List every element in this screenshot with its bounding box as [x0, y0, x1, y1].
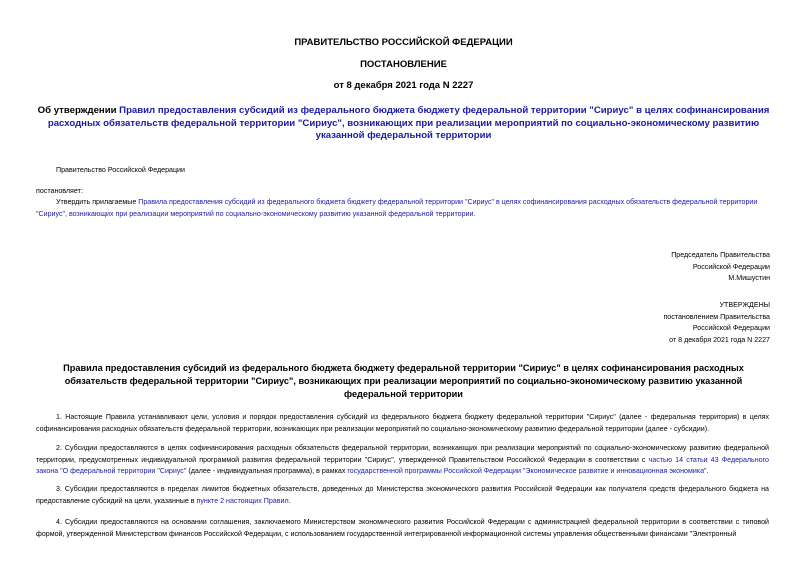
- decides-line: постановляет:: [36, 187, 83, 195]
- approve-suffix: .: [473, 209, 476, 218]
- rules-paragraph-2: [36, 443, 769, 478]
- approval-line-1: УТВЕРЖДЕНЫ: [719, 301, 770, 309]
- document-title: [36, 105, 771, 143]
- p2-text-c: .: [706, 467, 709, 475]
- approval-line-4: от 8 декабря 2021 года N 2227: [669, 335, 770, 344]
- government-header: ПРАВИТЕЛЬСТВО РОССИЙСКОЙ ФЕДЕРАЦИИ: [294, 37, 513, 48]
- approval-line-2: постановлением Правительства: [663, 312, 770, 321]
- title-rules-link[interactable]: Правил предоставления субсидий из федерального бюджета бюджету федеральной территории "Сириус" в целях софинансирования расходных обязательств федеральной территории "Сириус", возникающих при реализации мероприятий по социально-экономическому развитию указанной федеральной территории: [47, 105, 770, 141]
- point-2-link[interactable]: пункте 2 настоящих Правил: [196, 496, 289, 505]
- government-line: Правительство Российской Федерации: [56, 166, 185, 174]
- approval-line-3: Российской Федерации: [692, 324, 770, 332]
- signature-line-1: Председатель Правительства: [671, 251, 770, 259]
- law-article-link[interactable]: частью 14 статьи 43 Федерального закона "О федеральной территории "Сириус": [36, 455, 769, 475]
- approve-prefix: Утвердить прилагаемые: [56, 198, 139, 206]
- state-program-link[interactable]: государственной программы Российской Федерации "Экономическое развитие и инновационная экономика": [347, 467, 707, 475]
- document-type: ПОСТАНОВЛЕНИЕ: [360, 59, 447, 70]
- p3-text-b: .: [288, 496, 291, 505]
- approve-rules-link[interactable]: Правила предоставления субсидий из федерального бюджета бюджету федеральной территории "Сириус" в целях софинансирования расходных обязательств федеральной территории "Сириус", возникающих при реализации мероприятий по социально-экономическому развитию указанной федеральной территории: [36, 198, 758, 218]
- rules-title: Правила предоставления субсидий из федерального бюджета бюджету федеральной территории "Сириус" в целях софинансирования расходных обязательств федеральной территории "Сириус", возникающих при реализации мероприятий по социально-экономическому развитию указанной федеральной территории: [63, 363, 744, 399]
- approve-paragraph: [36, 197, 771, 220]
- signature-line-2: Российской Федерации: [692, 262, 770, 271]
- title-prefix: Об утверждении: [37, 105, 120, 116]
- p3-text-a: 3. Субсидии предоставляются в пределах лимитов бюджетных обязательств, доведенных до Министерства экономического развития Российской Федерации как получателя средств федерального бюджета на предоставление субсидий на цели, указанные в: [36, 485, 769, 505]
- p2-text-b: (далее - индивидуальная программа), в рамках: [186, 467, 348, 475]
- p2-text-a: 2. Субсидии предоставляются в целях софинансирования расходных обязательств федеральной территории, возникающих при реализации мероприятий по социально-экономическому развитию федеральной территории, предусмотренных индивидуальной программой развития федеральной территории "Сириус", утвержденной Правительством Российской Федерации в соответствии с: [36, 444, 769, 464]
- approval-block: [663, 300, 770, 346]
- rules-paragraph-4: 4. Субсидии предоставляются на основании соглашения, заключаемого Министерством экономического развития Российской Федерации с администрацией федеральной территории в соответствии с типовой формой, утвержденной Министерством финансов Российской Федерации, с использованием государственной интегрированной информационной системы управления общественными финансами "Электронный: [36, 518, 769, 538]
- document-date-number: от 8 декабря 2021 года N 2227: [333, 80, 474, 91]
- rules-paragraph-1: 1. Настоящие Правила устанавливают цели, условия и порядок предоставления субсидий из федерального бюджета бюджету федеральной территории "Сириус" (далее - федеральная территория) в целях софинансирования расходных обязательств федеральной территории, возникающих при реализации мероприятий по социально-экономическому развитию федеральной территории (далее - субсидии).: [36, 413, 769, 433]
- signature-block: [671, 250, 770, 285]
- signature-line-3: М.Мишустин: [728, 274, 770, 282]
- rules-paragraph-3: [36, 484, 769, 507]
